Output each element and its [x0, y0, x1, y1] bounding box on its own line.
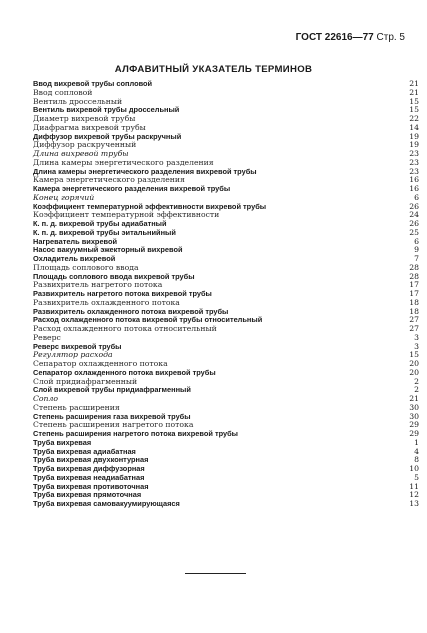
index-page-number: 15 [409, 105, 419, 115]
index-page-number: 15 [409, 350, 419, 360]
index-term: Сепаратор охлажденного потока вихревой трубы [33, 367, 216, 377]
index-term: Камера энергетического разделения [33, 175, 185, 185]
index-term: Вентиль вихревой трубы дроссельный [33, 105, 180, 115]
closing-rule [185, 573, 246, 574]
index-term: Труба вихревая самовакуумирующаяся [33, 499, 180, 508]
index-page-number: 10 [409, 464, 419, 473]
index-page-number: 25 [409, 227, 419, 237]
index-page-number: 21 [409, 79, 419, 88]
index-page-number: 27 [409, 324, 419, 333]
index-term: Длина камеры энергетического разделения вихревой трубы [33, 166, 257, 176]
index-term: Труба вихревая прямоточная [33, 490, 142, 500]
index-term: Реверс вихревой трубы [33, 341, 122, 351]
index-page-number: 23 [409, 166, 419, 176]
page-header [296, 32, 405, 43]
index-term: Степень расширения нагретого потока [33, 420, 194, 430]
index-term: Регулятор расхода [33, 350, 113, 360]
index-page-number: 19 [409, 140, 419, 150]
index-term: К. п. д. вихревой трубы адиабатный [33, 219, 167, 228]
index-page-number: 22 [409, 114, 419, 123]
standard-code: ГОСТ 22616—77 [295, 32, 374, 43]
index-term: Степень расширения нагретого потока вихревой трубы [33, 429, 238, 438]
index-page-number: 17 [409, 289, 419, 298]
index-term: Реверс [33, 332, 61, 342]
index-page-number: 14 [409, 122, 419, 132]
index-term: Ввод сопловой [33, 87, 93, 97]
index-term: Труба вихревая [33, 437, 92, 447]
index-term: Расход охлажденного потока вихревой трубы относительный [33, 315, 263, 325]
index-page-number: 16 [409, 175, 419, 185]
index-entry [33, 324, 419, 334]
index-term: Камера энергетического разделения вихревой трубы [33, 184, 231, 193]
index-term: Слой придиафрагменный [33, 376, 138, 386]
index-term: Сопло [33, 394, 58, 403]
index-page-number: 15 [409, 96, 419, 106]
index-term: Расход охлажденного потока относительный [33, 324, 217, 333]
term-index-list [33, 79, 419, 509]
index-term: Диаметр вихревой трубы [33, 114, 136, 123]
index-term: Конец горячий [33, 192, 95, 202]
index-page-number: 23 [409, 149, 419, 158]
index-term: Площадь соплового ввода [33, 262, 139, 272]
index-page-number: 26 [409, 201, 419, 211]
index-page-number: 3 [414, 332, 419, 342]
index-page-number: 24 [409, 210, 419, 220]
index-page-number: 28 [409, 262, 419, 272]
index-page-number: 3 [414, 341, 419, 351]
index-page-number: 1 [414, 437, 419, 447]
index-term: Труба вихревая диффузорная [33, 464, 145, 473]
index-term: Развихритель нагретого потока вихревой трубы [33, 289, 212, 298]
index-page-number: 28 [409, 271, 419, 281]
index-term: Слой вихревой трубы придиафрагменный [33, 385, 191, 395]
index-page-number: 6 [414, 236, 419, 246]
index-term: Коэффициент температурной эффективности [33, 210, 220, 220]
index-page-number: 6 [414, 192, 419, 202]
index-term: Охладитель вихревой [33, 254, 116, 263]
index-page-number: 13 [409, 499, 419, 508]
index-page-number: 18 [409, 306, 419, 316]
index-term: Развихритель охлажденного потока [33, 297, 180, 307]
index-term: Площадь соплового ввода вихревой трубы [33, 271, 195, 281]
index-page-number: 11 [409, 481, 419, 491]
index-term: Длина вихревой трубы [33, 149, 129, 158]
index-term: Длина камеры энергетического разделения [33, 157, 214, 167]
index-page-number: 30 [409, 411, 419, 421]
index-page-number: 12 [409, 490, 419, 500]
index-term: Диафрагма вихревой трубы [33, 122, 146, 132]
index-term: Труба вихревая неадиабатная [33, 472, 145, 482]
index-term: Насос вакуумный эжекторный вихревой [33, 245, 183, 255]
index-term: Труба вихревая адиабатная [33, 446, 136, 456]
index-page-number: 4 [414, 446, 419, 456]
index-term: Развихритель нагретого потока [33, 280, 163, 290]
index-page-number: 18 [409, 297, 419, 307]
page-title: АЛФАВИТНЫЙ УКАЗАТЕЛЬ ТЕРМИНОВ [114, 64, 313, 75]
index-term: Диффузор вихревой трубы раскручный [33, 131, 182, 141]
index-page-number: 23 [409, 157, 419, 167]
index-page-number: 20 [409, 367, 419, 377]
index-term: Сепаратор охлажденного потока [33, 359, 168, 368]
index-entry [33, 499, 419, 509]
index-term: Степень расширения [33, 402, 120, 412]
index-page-number: 19 [409, 131, 419, 141]
index-page-number: 2 [414, 385, 419, 395]
index-page-number: 8 [414, 455, 419, 465]
index-page-number: 27 [409, 315, 419, 325]
index-page-number: 16 [409, 184, 419, 193]
index-term: Нагреватель вихревой [33, 236, 118, 246]
index-page-number: 21 [409, 87, 419, 97]
index-page-number: 26 [409, 219, 419, 228]
index-entry [33, 385, 419, 395]
index-term: Вентиль дроссельный [33, 96, 123, 106]
index-page-number: 29 [409, 429, 419, 438]
index-term: Развихритель охлажденного потока вихревой трубы [33, 306, 229, 316]
page-number: Стр. 5 [376, 32, 405, 43]
index-term: К. п. д. вихревой трубы эитальнийный [33, 227, 176, 237]
index-page-number: 9 [414, 245, 419, 255]
index-page-number: 20 [409, 359, 419, 368]
index-page-number: 7 [414, 254, 419, 263]
index-term: Ввод вихревой трубы сопловой [33, 79, 153, 88]
index-page-number: 29 [409, 420, 419, 430]
index-page-number: 30 [409, 402, 419, 412]
index-term: Степень расширения газа вихревой трубы [33, 411, 191, 421]
index-term: Труба вихревая двухконтурная [33, 455, 149, 465]
index-page-number: 17 [409, 280, 419, 290]
index-page-number: 21 [409, 394, 419, 403]
index-page-number: 2 [414, 376, 419, 386]
index-page-number: 5 [414, 472, 419, 482]
index-term: Коэффициент температурной эффективности вихревой трубы [33, 201, 267, 211]
index-term: Диффузор раскрученный [33, 140, 137, 150]
index-term: Труба вихревая противоточная [33, 481, 149, 491]
